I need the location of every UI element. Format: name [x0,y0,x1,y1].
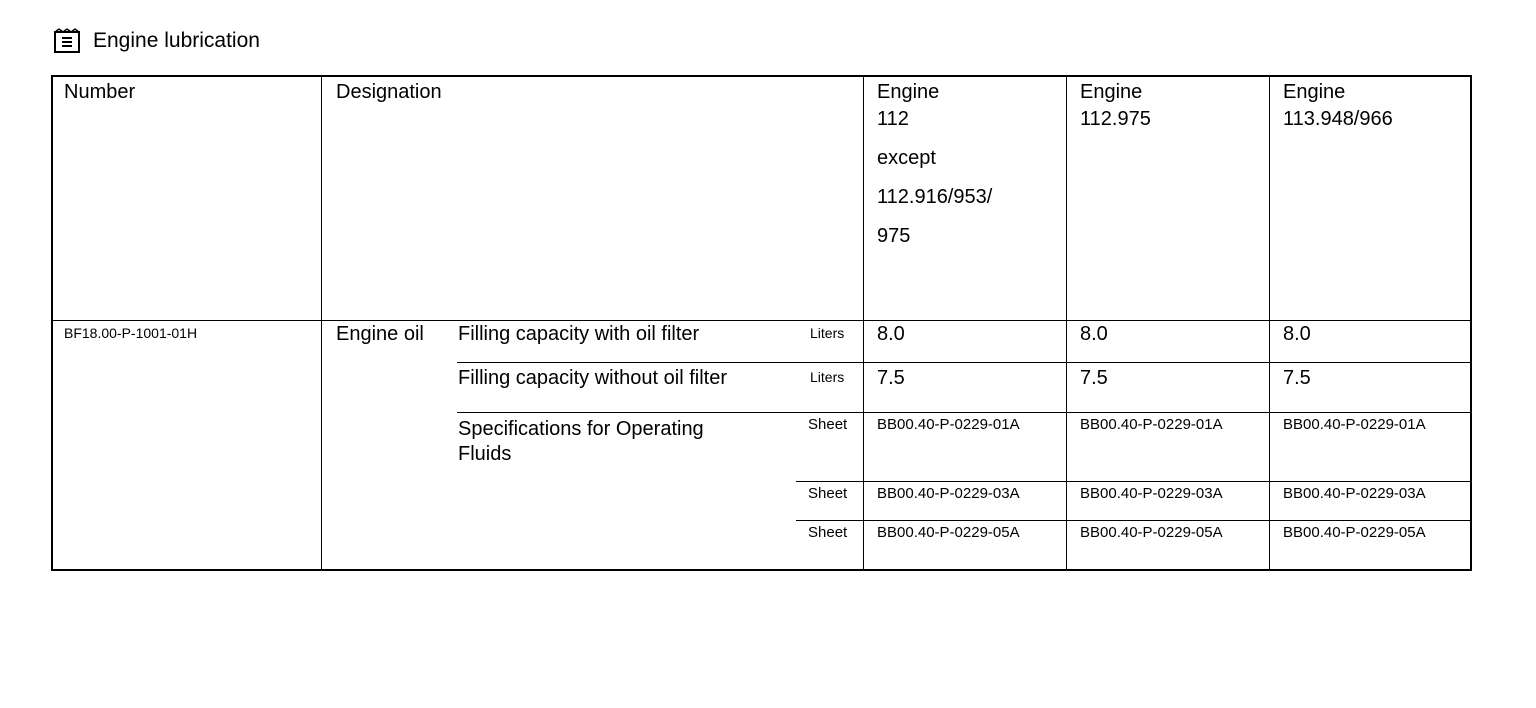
item-value: BB00.40-P-0229-01A [1283,416,1426,433]
item-unit: Sheet [808,485,848,502]
item-value: 8.0 [877,323,905,345]
item-value: BB00.40-P-0229-03A [877,485,1020,502]
item-value: BB00.40-P-0229-05A [1080,524,1223,541]
item-unit: Liters [810,325,845,341]
header-divider [53,320,1472,321]
engine-1-line: 975 [877,225,911,247]
row-designation: Engine oil [336,323,424,345]
row-divider [457,362,1472,363]
header-engine-3: Engine 113.948/966 [1283,81,1393,139]
item-value: BB00.40-P-0229-05A [1283,524,1426,541]
header-number: Number [64,81,136,103]
page-title-text: Engine lubrication [93,29,260,52]
document-list-icon [53,28,81,54]
col-divider [1066,77,1067,569]
item-value: 8.0 [1283,323,1311,345]
row-divider [796,520,1472,521]
item-value: BB00.40-P-0229-01A [1080,416,1223,433]
col-divider [863,77,864,569]
item-value: 7.5 [1080,367,1108,389]
item-label: Filling capacity with oil filter [458,323,700,345]
item-value: BB00.40-P-0229-05A [877,524,1020,541]
row-number: BF18.00-P-1001-01H [64,325,198,341]
row-divider [457,412,1472,413]
item-label: Specifications for Operating Fluids [458,418,704,465]
item-value: 7.5 [1283,367,1311,389]
engine-2-line: 112.975 [1080,108,1151,130]
col-divider [1269,77,1270,569]
item-value: 7.5 [877,367,905,389]
header-designation: Designation [336,81,442,103]
lubrication-table [51,75,1472,571]
item-unit: Sheet [808,416,848,433]
engine-1-line: 112.916/953/ [877,186,993,208]
item-value: BB00.40-P-0229-03A [1283,485,1426,502]
engine-1-line: except [877,147,936,169]
item-value: BB00.40-P-0229-01A [877,416,1020,433]
header-engine-1: Engine 112 except 112.916/953/ 975 [877,81,992,256]
engine-1-line: 112 [877,108,909,130]
item-label: Filling capacity without oil filter [458,367,727,389]
header-engine-2: Engine 112.975 [1080,81,1151,139]
item-unit: Sheet [808,524,848,541]
page-title [53,26,260,56]
row-divider [796,481,1472,482]
item-unit: Liters [810,369,845,385]
item-value: BB00.40-P-0229-03A [1080,485,1223,502]
item-value: 8.0 [1080,323,1108,345]
engine-3-line: 113.948/966 [1283,108,1393,130]
col-divider [321,77,322,569]
